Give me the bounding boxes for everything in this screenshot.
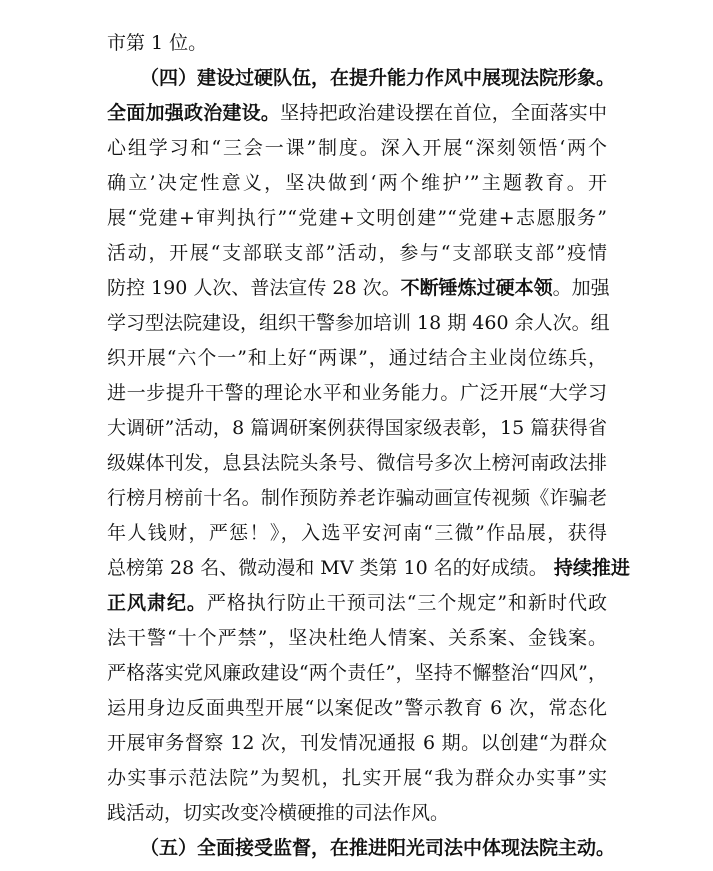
text-run: 。加强 [552, 277, 610, 299]
paragraph-line [107, 131, 607, 165]
text-run: 行榜月榜前十名。制作预防养老诈骗动画宣传视频《诈骗老 [107, 487, 607, 509]
text-run: 运用身边反面典型开展“以案促改”警示教育 6 次，常态化 [107, 697, 607, 719]
paragraph-line [107, 656, 607, 690]
section-heading-5 [140, 831, 616, 865]
paragraph-line [107, 621, 607, 655]
text-run: 心组学习和“三会一课”制度。深入开展“深刻领悟‘两个 [107, 137, 607, 159]
paragraph-line [107, 481, 607, 515]
text-run: 严格执行防止干预司法“三个规定”和新时代政 [206, 592, 607, 614]
text-run: 年人钱财，严惩！》，入选平安河南“三微”作品展，获得 [107, 522, 607, 544]
text-run: 总榜第 28 名、微动漫和 MV 类第 10 名的好成绩。 [107, 557, 554, 579]
paragraph-line [107, 201, 607, 235]
text-run: 活动，开展“支部联支部”活动，参与“支部联支部”疫情 [107, 242, 607, 264]
paragraph-line [107, 236, 607, 270]
text-run: 办实事示范法院”为契机，扎实开展“我为群众办实事”实 [107, 767, 607, 789]
text-run: 级媒体刊发，息县法院头条号、微信号多次上榜河南政法排 [107, 452, 607, 474]
heading-text: （五）全面接受监督，在推进阳光司法中体现法院主动。 [140, 837, 616, 859]
paragraph-line [107, 376, 607, 410]
text-run: 织开展“六个一”和上好“两课”，通过结合主业岗位练兵， [107, 347, 607, 369]
section-heading-4 [140, 61, 616, 95]
text-run: 法干警“十个严禁”，坚决杜绝人情案、关系案、金钱案。 [107, 627, 607, 649]
bold-lead-phrase: 全面加强政治建设。 [107, 102, 281, 124]
paragraph-line [107, 551, 630, 585]
paragraph-line [107, 306, 610, 340]
text-run: 开展审务督察 12 次，刊发情况通报 6 期。以创建“为群众 [107, 732, 607, 754]
paragraph-line [107, 691, 607, 725]
paragraph-line [107, 341, 607, 375]
paragraph-line [107, 446, 607, 480]
text-run: 学习型法院建设，组织干警参加培训 18 期 460 余人次。组 [107, 312, 610, 334]
paragraph-line [107, 761, 607, 795]
text-run: 进一步提升干警的理论水平和业务能力。广泛开展“大学习 [107, 382, 607, 404]
paragraph-line [107, 586, 607, 620]
text-run: 大调研”活动，8 篇调研案例获得国家级表彰，15 篇获得省 [107, 417, 607, 439]
bold-lead-phrase: 不断锤炼过硬本领 [400, 277, 553, 299]
paragraph-line [107, 96, 607, 130]
paragraph-line [107, 271, 610, 305]
heading-text: （四）建设过硬队伍，在提升能力作风中展现法院形象。 [140, 67, 616, 89]
bold-lead-phrase: 正风肃纪。 [107, 592, 207, 614]
paragraph-line [107, 726, 607, 760]
text-run: 市第 1 位。 [107, 32, 208, 54]
paragraph-line [107, 796, 607, 830]
paragraph-line [107, 26, 607, 60]
text-run: 践活动，切实改变冷横硬推的司法作风。 [107, 802, 450, 824]
text-run: 坚持把政治建设摆在首位，全面落实中 [280, 102, 607, 124]
paragraph-line [107, 166, 607, 200]
text-run: 确立’决定性意义，坚决做到‘两个维护’”主题教育。开 [107, 172, 607, 194]
paragraph-line [107, 516, 607, 550]
text-run: 严格落实党风廉政建设“两个责任”，坚持不懈整治“四风”， [107, 662, 607, 684]
bold-lead-phrase: 持续推进 [553, 557, 630, 579]
text-run: 防控 190 人次、普法宣传 28 次。 [107, 277, 401, 299]
paragraph-line [107, 411, 607, 445]
text-run: 展“党建+审判执行”“党建+文明创建”“党建+志愿服务” [107, 207, 607, 229]
